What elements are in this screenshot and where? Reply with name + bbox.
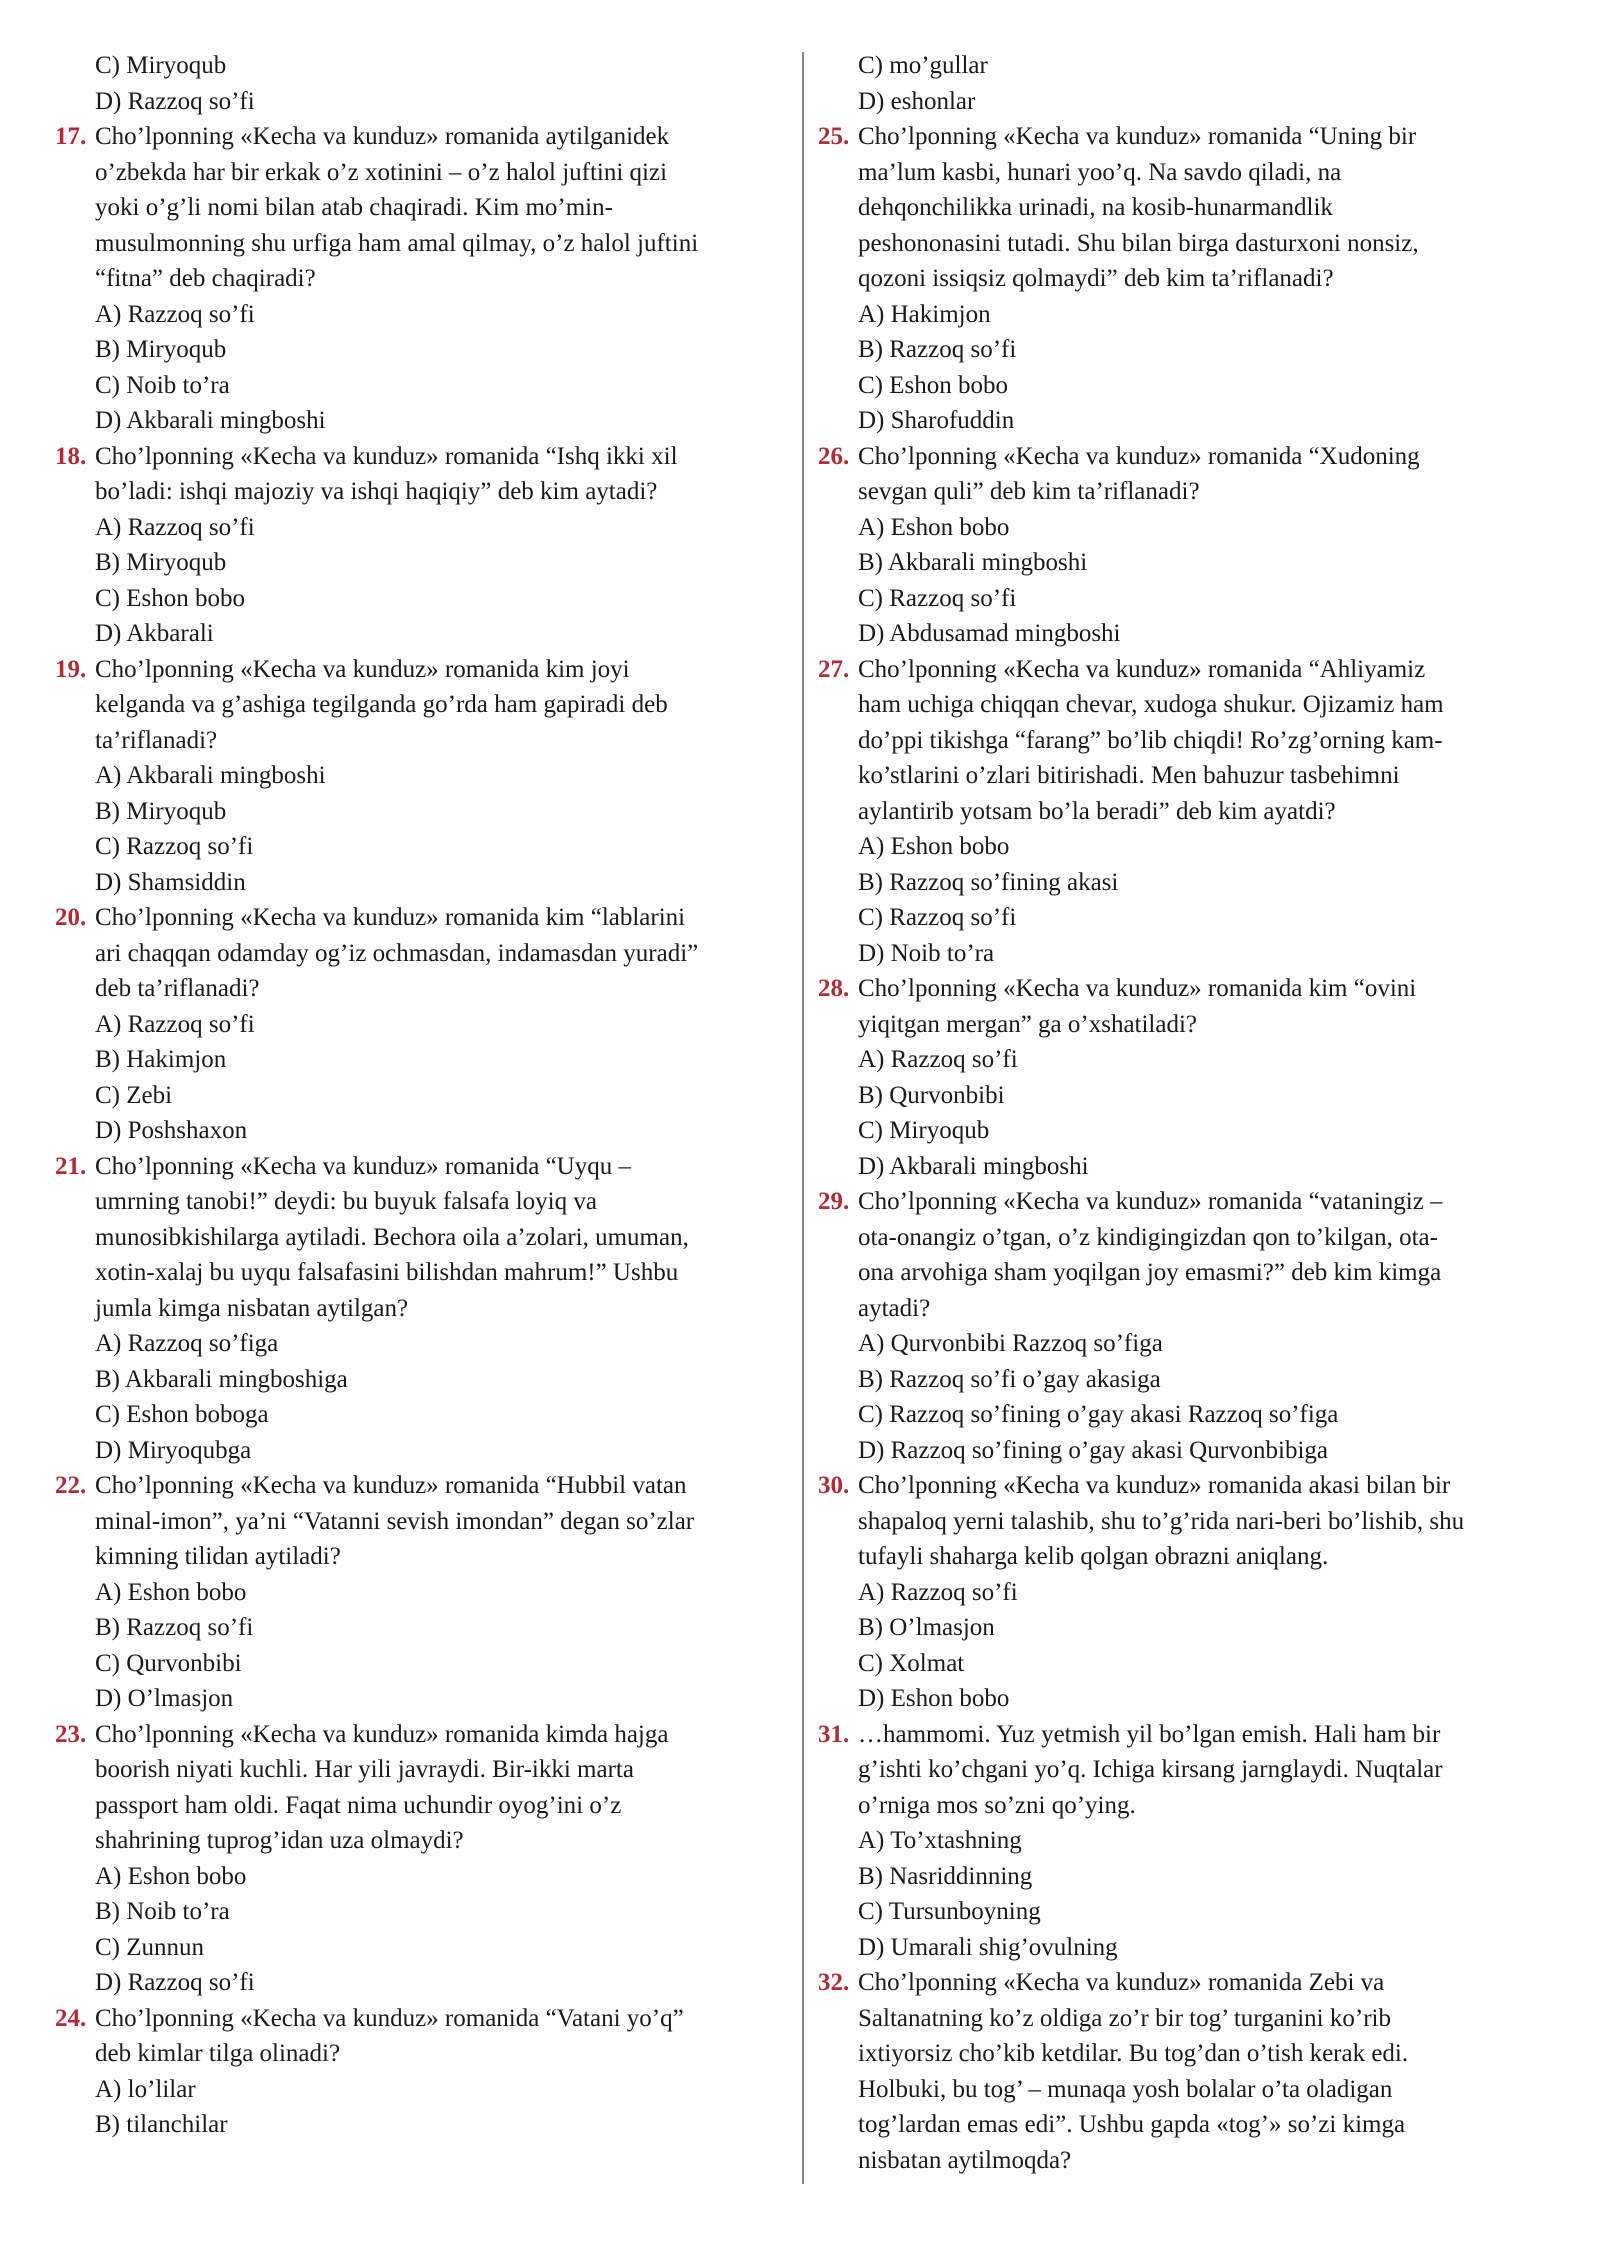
question-text-line: Cho’lponning «Kecha va kunduz» romanida kim joyi <box>95 655 630 683</box>
question-text-line: Cho’lponning «Kecha va kunduz» romanida “Ishq ikki xil <box>95 442 678 470</box>
question-text-line: jumla kimga nisbatan aytilgan? <box>95 1294 409 1322</box>
question-number: 32. <box>818 1969 850 1996</box>
question-item <box>55 439 760 510</box>
answer-option: A) Akbarali mingboshi <box>95 762 326 789</box>
question-text-line: Cho’lponning «Kecha va kunduz» romanida “Hubbil vatan <box>95 1472 687 1499</box>
question-text-line: Cho’lponning «Kecha va kunduz» romanida aytilganidek <box>95 123 670 150</box>
question-number: 22. <box>55 1472 87 1499</box>
question-text-line: ta’riflanadi? <box>95 726 218 754</box>
question-item <box>818 1468 1528 1575</box>
question-text-line: ma’lum kasbi, hunari yoo’q. Na savdo qiladi, na <box>858 158 1342 186</box>
question-item <box>55 652 760 759</box>
answer-option: A) Eshon bobo <box>95 1578 247 1606</box>
question-text-line: Cho’lponning «Kecha va kunduz» romanida “Uyqu – <box>95 1152 631 1180</box>
question-text-line: musulmonning shu urfiga ham amal qilmay, o’z halol juftini <box>95 229 699 257</box>
answer-option: A) Eshon bobo <box>858 833 1010 860</box>
question-text-line: Holbuki, bu tog’ – munaqa yosh bolalar o’ta oladigan <box>858 2075 1393 2103</box>
answer-option: B) Razzoq so’fi <box>858 336 1017 363</box>
answer-option: D) Noib to’ra <box>858 939 995 967</box>
right-column <box>818 48 1528 2178</box>
question-item <box>818 1965 1528 2178</box>
question-number: 27. <box>818 655 850 683</box>
question-text-line: shapaloq yerni talashib, shu to’g’rida nari-beri bo’lishib, shu <box>858 1507 1465 1535</box>
question-text-line: boorish niyati kuchli. Har yili javraydi. Bir-ikki marta <box>95 1756 634 1783</box>
question-text-line: deb ta’riflanadi? <box>95 975 260 1002</box>
question-text-line: sevgan quli” deb kim ta’riflanadi? <box>858 478 1200 505</box>
question-text-line: Cho’lponning «Kecha va kunduz» romanida “vataningiz – <box>858 1188 1443 1215</box>
answer-option: B) Hakimjon <box>95 1046 227 1073</box>
question-text-line: o’rniga mos so’zni qo’ying. <box>858 1791 1136 1819</box>
question-number: 20. <box>55 904 87 931</box>
question-number: 18. <box>55 442 87 470</box>
question-number: 29. <box>818 1188 850 1215</box>
answer-option: A) Eshon bobo <box>95 1862 247 1890</box>
answer-option: B) Nasriddinning <box>858 1862 1033 1890</box>
question-number: 24. <box>55 2004 87 2032</box>
question-text-line: do’ppi tikishga “farang” bo’lib chiqdi! Ro’zg’orning kam- <box>858 726 1443 754</box>
answer-option: D) Eshon bobo <box>858 1685 1010 1712</box>
question-text-line: dehqonchilikka urinadi, na kosib-hunarmandlik <box>858 194 1333 221</box>
question-text-line: g’ishti ko’chgani yo’q. Ichiga kirsang jarnglaydi. Nuqtalar <box>858 1756 1443 1783</box>
question-text-line: xotin-xalaj bu uyqu falsafasini bilishdan mahrum!” Ushbu <box>95 1259 679 1286</box>
answer-option: D) Akbarali <box>95 620 214 647</box>
question-item <box>55 900 760 1007</box>
question-number: 30. <box>818 1472 850 1499</box>
question-text-line: minal-imon”, ya’ni “Vatanni sevish imondan” degan so’zlar <box>95 1507 695 1535</box>
question-text-line: qozoni issiqsiz qolmaydi” deb kim ta’riflanadi? <box>858 265 1334 292</box>
answer-option: B) Razzoq so’fi o’gay akasiga <box>858 1365 1161 1393</box>
answer-option: A) Hakimjon <box>858 300 991 328</box>
question-text-line: Cho’lponning «Kecha va kunduz» romanida Zebi va <box>858 1969 1385 1996</box>
answer-option: C) Zebi <box>95 1081 173 1109</box>
question-text-line: munosibkishilarga aytiladi. Bechora oila a’zolari, umuman, <box>95 1223 689 1251</box>
answer-option: B) Miryoqub <box>95 797 227 825</box>
answer-option: C) Noib to’ra <box>95 371 230 399</box>
answer-option: C) Miryoqub <box>95 52 227 79</box>
question-text-line: Cho’lponning «Kecha va kunduz» romanida akasi bilan bir <box>858 1472 1451 1499</box>
answer-option: D) Sharofuddin <box>858 407 1015 434</box>
question-item <box>55 119 760 297</box>
answer-option: D) Abdusamad mingboshi <box>858 620 1121 647</box>
answer-option: D) Razzoq so’fi <box>95 1969 255 1996</box>
answer-option: C) Xolmat <box>858 1649 965 1677</box>
question-number: 26. <box>818 442 850 470</box>
answer-option: B) Qurvonbibi <box>858 1081 1005 1109</box>
question-item <box>55 1468 760 1575</box>
answer-option: C) Tursunboyning <box>858 1898 1041 1925</box>
answer-option: B) Noib to’ra <box>95 1898 230 1925</box>
answer-option: D) Akbarali mingboshi <box>858 1152 1089 1180</box>
answer-option: C) Razzoq so’fi <box>95 833 254 860</box>
answer-option: A) lo’lilar <box>95 2075 196 2103</box>
answer-option: A) Qurvonbibi Razzoq so’figa <box>858 1330 1163 1357</box>
answer-option: A) Razzoq so’fi <box>95 300 255 328</box>
answer-option: D) Shamsiddin <box>95 868 246 896</box>
answer-option: D) Razzoq so’fining o’gay akasi Qurvonbibiga <box>858 1436 1329 1464</box>
answer-option: C) Eshon boboga <box>95 1401 269 1428</box>
question-text-line: Cho’lponning «Kecha va kunduz» romanida “Ahliyamiz <box>858 655 1426 683</box>
answer-option: D) Akbarali mingboshi <box>95 407 326 434</box>
question-number: 28. <box>818 975 850 1002</box>
answer-option: A) Razzoq so’fi <box>95 1010 255 1038</box>
question-text-line: passport ham oldi. Faqat nima uchundir oyog’ini o’z <box>95 1791 622 1819</box>
question-text-line: Cho’lponning «Kecha va kunduz» romanida kimda hajga <box>95 1720 669 1748</box>
question-text-line: ko’stlarini o’zlari bitirishadi. Men bahuzur tasbehimni <box>858 762 1400 789</box>
answer-option: A) Razzoq so’fi <box>858 1578 1018 1606</box>
question-text-line: aytadi? <box>858 1294 931 1322</box>
answer-option: B) Akbarali mingboshi <box>858 549 1088 576</box>
question-text-line: Saltanatning ko’z oldiga zo’r bir tog’ turganini ko’rib <box>858 2004 1391 2032</box>
answer-option: B) Miryoqub <box>95 549 227 576</box>
question-text-line: ham uchiga chiqqan chevar, xudoga shukur. Ojizamiz ham <box>858 691 1444 718</box>
answer-option: B) tilanchilar <box>95 2111 228 2138</box>
question-item <box>818 1717 1528 1824</box>
question-number: 25. <box>818 123 850 150</box>
question-text-line: bo’ladi: ishqi majoziy va ishqi haqiqiy” deb kim aytadi? <box>95 478 658 505</box>
answer-option: C) Razzoq so’fining o’gay akasi Razzoq so’figa <box>858 1401 1339 1428</box>
question-item <box>55 2001 760 2072</box>
question-text-line: ari chaqqan odamday og’iz ochmasdan, indamasdan yuradi” <box>95 939 699 967</box>
answer-option: C) Zunnun <box>95 1933 205 1961</box>
answer-option: A) Razzoq so’figa <box>95 1330 279 1357</box>
answer-option: B) O’lmasjon <box>858 1614 995 1641</box>
answer-option: B) Razzoq so’fi <box>95 1614 254 1641</box>
question-text-line: kimning tilidan aytiladi? <box>95 1543 341 1570</box>
answer-option: C) Razzoq so’fi <box>858 584 1017 612</box>
question-number: 17. <box>55 123 87 150</box>
left-column <box>55 48 760 2143</box>
question-text-line: umrning tanobi!” deydi: bu buyuk falsafa loyiq va <box>95 1188 597 1215</box>
question-text-line: shahrining tuprog’idan uza olmaydi? <box>95 1827 464 1854</box>
answer-option: D) Poshshaxon <box>95 1117 248 1144</box>
question-text-line: Cho’lponning «Kecha va kunduz» romanida “Xudoning <box>858 442 1420 470</box>
question-text-line: ona arvohiga sham yoqilgan joy emasmi?” deb kim kimga <box>858 1259 1442 1286</box>
question-text-line: deb kimlar tilga olinadi? <box>95 2040 341 2067</box>
answer-option: D) eshonlar <box>858 87 976 115</box>
answer-option: A) Razzoq so’fi <box>858 1046 1018 1073</box>
question-item <box>818 439 1528 510</box>
question-text-line: tog’lardan emas edi”. Ushbu gapda «tog’» so’zi kimga <box>858 2111 1406 2138</box>
answer-option: C) Miryoqub <box>858 1117 990 1144</box>
question-text-line: Cho’lponning «Kecha va kunduz» romanida “Vatani yo’q” <box>95 2004 684 2032</box>
answer-option: B) Miryoqub <box>95 336 227 363</box>
question-number: 31. <box>818 1720 850 1748</box>
question-text-line: Cho’lponning «Kecha va kunduz» romanida kim “ovini <box>858 975 1417 1002</box>
answer-option: D) Umarali shig’ovulning <box>858 1933 1118 1961</box>
answer-option: C) Eshon bobo <box>95 584 245 612</box>
answer-option: A) Eshon bobo <box>858 513 1010 541</box>
question-text-line: yiqitgan mergan” ga o’xshatiladi? <box>858 1010 1198 1038</box>
question-number: 19. <box>55 655 87 683</box>
question-text-line: peshononasini tutadi. Shu bilan birga dasturxoni nonsiz, <box>858 229 1419 257</box>
question-text-line: yoki o’g’li nomi bilan atab chaqiradi. Kim mo’min- <box>95 194 613 221</box>
question-text-line: kelganda va g’ashiga tegilganda go’rda ham gapiradi deb <box>95 691 668 718</box>
question-text-line: “fitna” deb chaqiradi? <box>95 265 316 292</box>
question-text-line: …hammomi. Yuz yetmish yil bo’lgan emish. Hali ham bir <box>858 1720 1441 1748</box>
question-text-line: tufayli shaharga kelib qolgan obrazni aniqlang. <box>858 1543 1329 1570</box>
question-text-line: ixtiyorsiz cho’kib ketdilar. Bu tog’dan o’tish kerak edi. <box>858 2040 1409 2067</box>
question-item <box>818 119 1528 297</box>
question-item <box>55 1717 760 1859</box>
answer-option: C) Eshon bobo <box>858 371 1008 399</box>
question-text-line: o’zbekda har bir erkak o’z xotinini – o’z halol juftini qizi <box>95 158 668 186</box>
answer-option: A) To’xtashning <box>858 1827 1022 1854</box>
question-number: 23. <box>55 1720 87 1748</box>
column-divider <box>802 52 804 2184</box>
answer-option: C) Qurvonbibi <box>95 1649 242 1677</box>
question-item <box>55 1149 760 1327</box>
question-text-line: nisbatan aytilmoqda? <box>858 2146 1072 2174</box>
answer-option: A) Razzoq so’fi <box>95 513 255 541</box>
answer-option: B) Razzoq so’fining akasi <box>858 868 1119 896</box>
question-text-line: Cho’lponning «Kecha va kunduz» romanida “Uning bir <box>858 123 1417 150</box>
answer-option: D) O’lmasjon <box>95 1685 234 1712</box>
answer-option: C) mo’gullar <box>858 52 988 79</box>
question-item <box>818 1184 1528 1326</box>
question-item <box>818 652 1528 830</box>
answer-option: C) Razzoq so’fi <box>858 904 1017 931</box>
question-text-line: Cho’lponning «Kecha va kunduz» romanida kim “lablarini <box>95 904 686 931</box>
question-number: 21. <box>55 1152 87 1180</box>
question-item <box>818 971 1528 1042</box>
question-text-line: aylantirib yotsam bo’la beradi” deb kim ayatdi? <box>858 797 1336 825</box>
answer-option: B) Akbarali mingboshiga <box>95 1365 348 1393</box>
answer-option: D) Razzoq so’fi <box>95 87 255 115</box>
question-text-line: ota-onangiz o’tgan, o’z kindigingizdan qon to’kilgan, ota- <box>858 1223 1438 1251</box>
answer-option: D) Miryoqubga <box>95 1436 252 1464</box>
